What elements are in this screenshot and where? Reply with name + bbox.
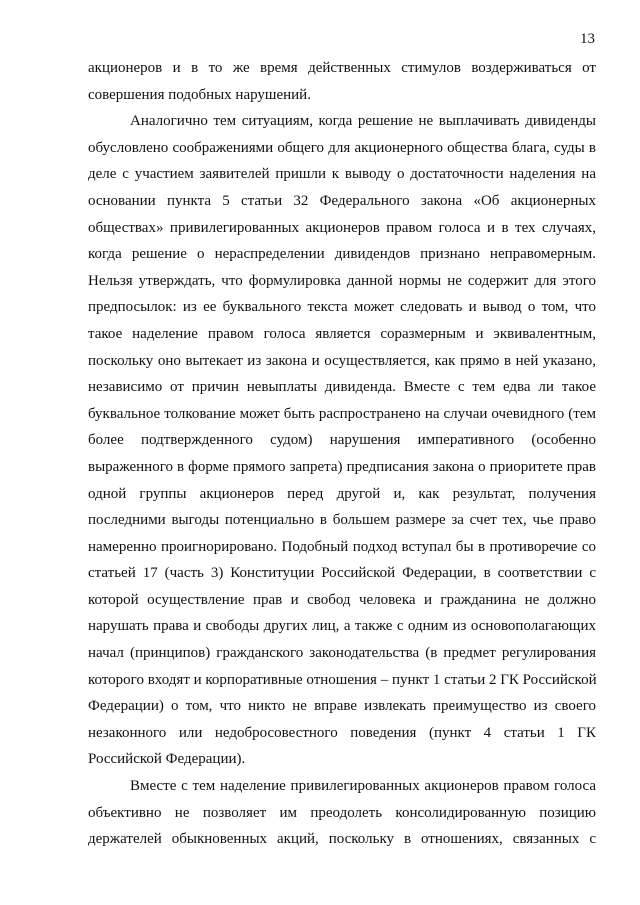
paragraph xyxy=(88,55,596,108)
text-line: которого входят и корпоративные отношения – пункт 1 статьи 2 ГК Российской xyxy=(88,671,597,688)
text-line: акционеров и в то же время действенных стимулов воздерживаться от xyxy=(88,60,596,76)
text-line: одной группы акционеров перед другой и, как результат, получения xyxy=(88,485,596,502)
text-line: совершения подобных нарушений. xyxy=(88,86,311,103)
text-line: статьей 17 (часть 3) Конституции Российской Федерации, в соответствии с xyxy=(88,565,596,582)
text-line: основании пункта 5 статьи 32 Федерального закона «Об акционерных xyxy=(88,192,596,209)
paragraph xyxy=(88,108,596,773)
text-line: незаконного или недобросовестного поведения (пункт 4 статьи 1 ГК xyxy=(88,724,596,741)
text-line: держателей обыкновенных акций, поскольку в отношениях, связанных с xyxy=(88,831,596,848)
body-text xyxy=(88,55,596,853)
text-line: Федерации) о том, что никто не вправе извлекать преимущество из своего xyxy=(88,698,596,715)
text-line: последними выгоды потенциально в большем размере за счет тех, чье право xyxy=(88,512,596,529)
page-number: 13 xyxy=(580,31,595,47)
text-line: Российской Федерации). xyxy=(88,751,246,768)
text-line: более подтвержденного судом) нарушения императивного (особенно xyxy=(88,432,596,449)
text-line: деле с участием заявителей пришли к выводу о достаточности наделения на xyxy=(88,166,596,183)
text-line: обществах» привилегированных акционеров правом голоса и в тех случаях, xyxy=(88,219,596,236)
text-line: нарушать права и свободы других лиц, а также с одним из основополагающих xyxy=(88,618,596,635)
text-line: объективно не позволяет им преодолеть консолидированную позицию xyxy=(88,804,596,821)
text-line: буквальное толкование может быть распространено на случаи очевидного (тем xyxy=(88,405,596,422)
text-line: предпосылок: из ее буквального текста может следовать и вывод о том, что xyxy=(88,299,596,316)
text-line: когда решение о нераспределении дивидендов признано неправомерным. xyxy=(88,246,596,263)
text-line: Вместе с тем наделение привилегированных акционеров правом голоса xyxy=(130,778,596,795)
text-line: выраженного в форме прямого запрета) предписания закона о приоритете прав xyxy=(88,458,596,475)
text-line: независимо от причин невыплаты дивиденда. Вместе с тем едва ли такое xyxy=(88,379,596,396)
text-line: Аналогично тем ситуациям, когда решение не выплачивать дивиденды xyxy=(130,113,596,130)
text-line: поскольку оно вытекает из закона и осуществляется, как прямо в ней указано, xyxy=(88,352,596,369)
text-line: намеренно проигнорировано. Подобный подход вступал бы в противоречие со xyxy=(88,538,596,555)
text-line: Нельзя утверждать, что формулировка данной нормы не содержит для этого xyxy=(88,272,596,289)
text-line: такое наделение правом голоса является соразмерным и эквивалентным, xyxy=(88,325,596,342)
text-line: обусловлено соображениями общего для акционерного общества блага, суды в xyxy=(88,139,596,156)
text-line: начал (принципов) гражданского законодательства (в предмет регулирования xyxy=(88,645,596,662)
paragraph xyxy=(88,773,596,853)
text-line: которой осуществление прав и свобод человека и гражданина не должно xyxy=(88,591,596,608)
